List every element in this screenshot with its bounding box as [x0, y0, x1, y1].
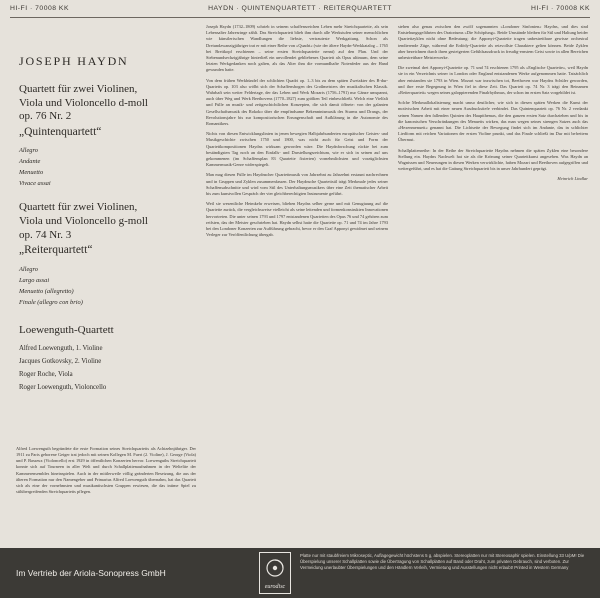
notes-paragraph: Joseph Haydn (1732–1809) schrieb in seinem schaffensreichen Leben mehr Streichquartette, als sein Lebensalter Jahresringe zählt. Das Streichquartett blieb ihm durch alle Werkstufen seiner menschlichen wie künstlerischen Wandlungen die liebste, vertrauteste Werkgattung. Schon als Dreiundzwanzigjähriger trat er mit einer Reihe von »Quadri« (wie der ältere Haydn-Werkkatalog – 1765 bei Breitkopf erschienen – seine ersten Streichquartette nennt) auf den Plan. Und der Siebenundsechzigjährige hinterließ ein unvollendet gebliebenes Quartett als Opus ultimum, dem seine letzten Werkgedanken noch galten, als das Alter ihm die vormundhafte Notenfeder aus der Hand gewunden hatte. [206, 24, 388, 73]
liner-notes-column-3 [398, 24, 588, 183]
composer-name: JOSEPH HAYDN [19, 54, 129, 68]
header-bar [10, 0, 590, 17]
movement: Allegro [19, 265, 38, 273]
notes-paragraph: stehen also genau zwischen den zwölf sogenannten »Londoner Sinfonien« Haydns, und dies sind Entstehungsgefährten des Oratoriums »Die Schöpfung«. Beide Umstände bleiben für Stil und Haltung beider Quartettzyklen nicht ohne Bedeutung: die Apponyi-Quartette tragen unbestreitbare gewisse orchestral tendierende Züge, während die Erdödy-Quartette als reizvollste Charaktere gelten können. Beide Zyklen aber bezeichnen durch ihren gesteigerten Gefühlsausdruck in freudig-ernstem Geist sowie in allen Bereichen unbestreitbare Meisterwerke. [398, 24, 588, 61]
catalog-number-right: HI-FI · 70008 KK [531, 5, 590, 12]
work-1-nickname: „Quintenquartett“ [19, 125, 102, 138]
work-2-nickname: „Reiterquartett“ [19, 244, 93, 257]
work-1-movements [19, 145, 196, 189]
notes-paragraph: Solche Merkmallokalisierung macht umso deutlicher, wie sich in diesen späten Werken die Kunst der motivischen Arbeit mit einer neuen Ausdruckstiefe verbindet. Das Quintenquartett op. 76 Nr. 2 verdankt seinen Namen den fallenden Quinten des Hauptthemas, die den ganzen ersten Satz durchziehen und bis in die kanonischen Verschränkungen des Menuetts wirken, das man wegen seines strengen Satzes auch das »Hexenmenuett« genannt hat. Die Lichtseite der Bewegung findet sich im Andante, das in schlichter Liedform mit reichen Variationen der ersten Violine prunkt, und das Finale schließt im Dur mit befreitem Übermut. [398, 100, 588, 143]
movement: Andante [19, 158, 41, 166]
work-2-title-line: Viola und Violoncello g-moll [19, 214, 148, 227]
header-divider [10, 17, 590, 18]
player: Alfred Loewenguth, 1. Violine [19, 344, 103, 352]
movement: Allegro [19, 147, 38, 155]
header-title: HAYDN · QUINTENQUARTETT · REITERQUARTETT [208, 5, 392, 12]
work-2-movements [19, 264, 196, 308]
playback-notice: Platte nur mit staubfreiem Mikroseptic, Auflagegewicht höchstens 5 g, abspielen. Stereoplatten nur mit Stereosaphir spielen. Einstellung 33 U/pM! Die Überspielung unserer Schallplatten sowie die Übertragung von Schallplatten auf Band oder Draht, zum privaten Gebrauch, sind verboten. Zur Vermeidung unerlaubter Überspielungen und den Händlern Verleih, Vermietung und Ausstellungen nicht erlaubt! Printed in Western Germany [300, 553, 585, 570]
author-signature: Heinrich Lindlar [557, 176, 588, 182]
work-1-title-line: op. 76 Nr. 2 [19, 110, 72, 123]
movement: Largo assai [19, 276, 50, 284]
notes-paragraph: Alfred Loewenguth begründete die erste Formation seines Streichquartetts als Achtzehnjähriger. Der 1911 zu Paris geborene Geiger trat jedoch mit seinen Kollegen M. Fueri (2. Violine), J. George (Viola) und P. Basseux (Violoncello) erst 1929 in öffentlichen Konzerten hervor. Loewenguths Streichquartett konnte sich auf Tourneen in aller Welt und durch Schallplattenaufnahmen in der Weltelite der Kammerensembles hineinspielen. Auch in der mittlerweile völlig geänderten Besetzung, die aus der älteren Formation nur den Namengeber und Primarius Alfred Loewenguth übernahm, hat das Quartett sich als eine der vornehmsten und musikantischsten Gruppen erwiesen, die das intime Spiel zu stilübergreifenden Streichquartetts pflegen. [16, 445, 196, 495]
ensemble-notes [16, 446, 196, 496]
logo-text: eurodisc [264, 584, 286, 590]
player: Roger Roche, Viola [19, 370, 73, 378]
notes-paragraph: Schallplattenreihe: In der Reihe der Streichquartette Haydns nehmen die späten Zyklen eine besondere Stellung ein. Haydns Nachwelt hat sie als die Krönung seiner Quartettkunst angesehen. Was Haydn an Wagnissen und Neuerungen in diesen Werken verwirklichte, haben Mozart und Beethoven aufgegriffen und weitergeführt, und es hat die Gattung Streichquartett bis in unser Jahrhundert geprägt. [398, 147, 588, 172]
movement: Finale (allegro con brio) [19, 298, 83, 306]
footer-bar [0, 548, 600, 598]
movement: Menuetto [19, 169, 44, 177]
distribution-note: Im Vertrieb der Ariola-Sonopress GmbH [16, 568, 166, 578]
notes-paragraph: Man mag diesen Fülle im Haydnscher Quartettmusik von Jahrzehnt zu Jahrzehnt erstaunt nachrechnen und in Gruppen und Zyklen zusammenfassen. Der Haydnsche Quartettstil trägt Merkmale jedes seiner Schaffensabschnitte und wird vom Stil des Unterhaltungsmusikers über eine Zeit thematischer Arbeit bis zum kunstvollen Gespräch der vier gleichberechtigten Instrumente geführt. [206, 172, 388, 197]
movement: Menuetto (allegretto) [19, 287, 74, 295]
notes-paragraph: Die zweimal drei Apponyi-Quartette op. 71 und 74 erschienen 1795 als »Englische Quartette«, weil Haydn sie in ein Verzeichnis seiner in London oder England entstandenen Werke aufgenommen hatte. Tatsächlich aber entstanden sie 1793 in Wien. Mozart war inzwischen tot, Beethoven war Haydns Schüler geworden, und ihre erste Begegnung in Wien fiel in diese Zeit. Das Quartett op. 74 Nr. 3 trägt den Beinamen »Reiterquartett« wegen seines galoppierenden Finalrhythmus, der schon im ersten Satz vorgebildet ist. [398, 65, 588, 96]
work-1 [19, 83, 196, 139]
notes-paragraph: Weil sie wesentliche Heimkehr erweisen, blieben Haydns selber gerne und mit Genugtuung auf die Quartette zurück, die vergleichsweise vielleicht als seine leitenden und formenkonstrukten Innovationen hervortreten. Die unter seinen 1793 und 1797 entstandenen Quartetten des Opus 76 und 74 gehören zum reifsten, das der Meister geschrieben hat. Haydn selbst hatte die Quartette op. 71 und 74 im Jahre 1793 bei den Londoner Konzerten zur Aufführung gebracht, bevor er den Graf Apponyi gewidmet und seinem Verleger zur Veröffentlichung übergab. [206, 201, 388, 238]
program-column [16, 24, 196, 499]
work-2-title-line: op. 74 Nr. 3 [19, 228, 72, 241]
liner-notes-column-2 [206, 24, 388, 243]
work-1-title-line: Quartett für zwei Violinen, [19, 83, 138, 95]
liner-notes [398, 24, 588, 183]
work-1-title-line: Viola und Violoncello d-moll [19, 96, 148, 109]
notes-paragraph: Nichts von diesen Entwicklungslinien in jenen bewegten Halbjahrhunderten europäischer Geistes- und Musikgeschichte zwischen 1750 und 1800, was nicht auch für Geist und Form der Quartettkompositionen Haydns wirksam geworden wäre. Die Haydnforschung rückte bei zum beständigsten Tag noch an den Einfalls- und Darstellungsreichtum, wie er sich in seinen auf uns gekommenen (im Schaffensplan 83 Quartette fixierten) vornehmlichsten und vorzüglichsten Kammermusik-Genre widerspiegelt. [206, 131, 388, 168]
liner-notes [206, 24, 388, 239]
work-2 [19, 201, 196, 257]
catalog-number-left: HI-FI · 70008 KK [10, 5, 69, 12]
eurodisc-logo [259, 552, 291, 594]
player: Jacques Gotkovsky, 2. Violine [19, 357, 102, 365]
player: Roger Loewenguth, Violoncello [19, 383, 107, 391]
disc-icon [266, 559, 284, 577]
work-2-title-line: Quartett für zwei Violinen, [19, 201, 138, 214]
player-list [19, 342, 196, 394]
notes-paragraph: Von dem frühen Werkbündel der schlichten Quadri op. 1–3 bis zu dem späten Zweiakter des B-dur-Quartetts op. 103 also wölbt sich der Schaffensbogen des Großmeisters der musikalischen Klassik. Wahrhaft sein weiter Feldertage, der das Leben und Werk Mozarts (1756–1791) nur Gänze umspannt, auch über Weg und Werk Beethovens (1770–1827) zum größten Teil einbeschließt. Welch eine Vielfalt und Fülle an musik- und zeitgeschichtlichen Konzepten, die sich damit öffnete: von der galanten Gesellschaftsmusik des Rokoko über die empfindsame Bekenntnismusik des Sturms und Drangs, der Revolutionsjahre bis zur kompositorischen Errungenschaft und Aufklärung in die Autonomie des Romantikers. [206, 77, 388, 127]
ensemble-name: Loewenguth-Quartett [19, 323, 114, 336]
movement: Vivace assai [19, 180, 51, 188]
